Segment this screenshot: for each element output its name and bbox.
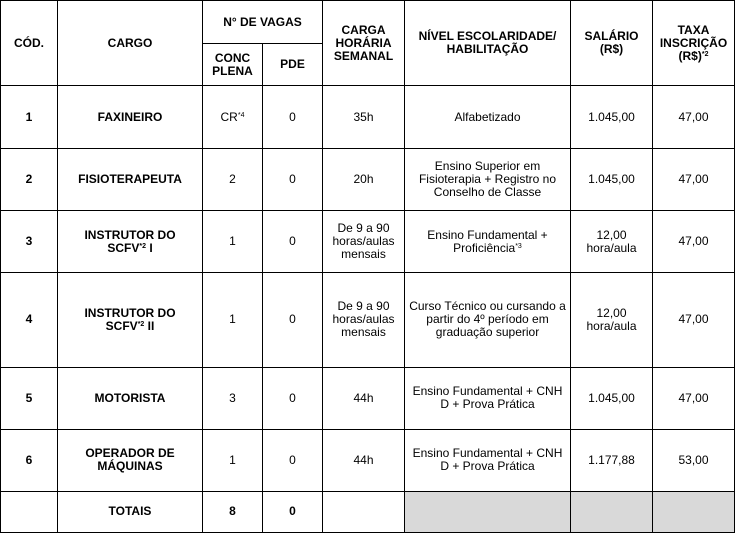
conc-plena-footnote: *4 (237, 111, 245, 119)
nivel-cell-line: Ensino Fundamental + CNH (412, 384, 563, 399)
carga-cell-line: mensais (341, 247, 386, 262)
totais-label: TOTAIS (58, 491, 203, 532)
header-vagas: N° DE VAGAS (203, 1, 323, 44)
carga-cell-line: De 9 a 90 (337, 221, 390, 236)
conc-plena-value: 1 (229, 452, 236, 467)
table-body (1, 86, 735, 533)
cargo-cell-line: MÁQUINAS (97, 459, 163, 474)
header-carga-l1: CARGA (341, 22, 386, 37)
salario-cell-line: hora/aula (586, 318, 637, 333)
table-row (1, 367, 735, 429)
taxa-cell: 47,00 (653, 211, 735, 273)
nivel-cell-footnote: *3 (515, 242, 522, 250)
carga-cell-line: 20h (353, 172, 374, 187)
cod-cell: 3 (1, 211, 58, 273)
nivel-cell-line: D + Prova Prática (440, 397, 535, 412)
nivel-cell (405, 211, 571, 273)
pde-cell: 0 (263, 273, 323, 367)
cod-cell: 6 (1, 429, 58, 491)
salario-cell-line: 1.045,00 (588, 172, 635, 187)
cargo-cell (58, 429, 203, 491)
carga-cell (323, 149, 405, 211)
cargo-cell-suffix: I (145, 240, 153, 255)
carga-cell-line: 44h (353, 390, 374, 405)
header-conc-plena: CONC PLENA (203, 44, 263, 86)
taxa-cell: 47,00 (653, 273, 735, 367)
header-pde: PDE (263, 44, 323, 86)
nivel-cell-line: Conselho de Classe (433, 185, 542, 200)
header-carga-l3: SEMANAL (333, 48, 394, 63)
cargo-cell-footnote: *2 (139, 242, 146, 250)
totais-salario-shaded (571, 491, 653, 532)
header-salario (571, 1, 653, 86)
cargo-cell (58, 149, 203, 211)
header-taxa-l1: TAXA (677, 22, 710, 37)
conc-plena-value: CR (220, 109, 238, 124)
carga-cell (323, 273, 405, 367)
nivel-cell-line: partir do 4º período em (426, 312, 549, 327)
header-taxa (653, 1, 735, 86)
nivel-cell (405, 273, 571, 367)
nivel-cell-line: Alfabetizado (454, 109, 521, 124)
cargo-cell-footnote: *2 (137, 320, 145, 328)
totais-carga-cell (323, 491, 405, 532)
cargo-cell-line: INSTRUTOR DO (84, 305, 176, 320)
header-salario-l2: (R$) (599, 42, 624, 56)
cargo-cell (58, 367, 203, 429)
taxa-cell: 47,00 (653, 149, 735, 211)
pde-cell: 0 (263, 367, 323, 429)
carga-cell-line: horas/aulas (332, 234, 395, 249)
conc-plena-cell (203, 86, 263, 149)
totais-row (1, 491, 735, 532)
nivel-cell-line: Ensino Superior em (434, 159, 541, 174)
nivel-cell-line: Ensino Fundamental + (427, 227, 548, 242)
cargo-cell-line: FISIOTERAPEUTA (78, 172, 182, 187)
conc-plena-cell (203, 429, 263, 491)
totais-pde: 0 (263, 491, 323, 532)
carga-cell (323, 429, 405, 491)
nivel-cell-line: Ensino Fundamental + CNH (412, 446, 563, 461)
taxa-cell: 53,00 (653, 429, 735, 491)
salario-cell (571, 149, 653, 211)
cargo-cell-line: MOTORISTA (94, 390, 166, 405)
totais-taxa-shaded (653, 491, 735, 532)
carga-cell-line: 44h (353, 452, 374, 467)
conc-plena-value: 2 (229, 172, 236, 187)
cargo-cell (58, 273, 203, 367)
header-cod: CÓD. (1, 1, 58, 86)
carga-cell-line: horas/aulas (332, 312, 395, 327)
conc-plena-cell (203, 273, 263, 367)
nivel-cell (405, 429, 571, 491)
conc-plena-value: 3 (229, 390, 236, 405)
totais-conc: 8 (203, 491, 263, 532)
cod-cell: 4 (1, 273, 58, 367)
cargo-cell-line: SCFV (105, 318, 138, 333)
conc-plena-value: 1 (229, 312, 236, 327)
cod-cell: 1 (1, 86, 58, 149)
cargo-cell-suffix: II (144, 318, 155, 333)
cargo-cell (58, 211, 203, 273)
header-carga (323, 1, 405, 86)
carga-cell-line: 35h (353, 109, 374, 124)
cod-cell: 2 (1, 149, 58, 211)
header-taxa-l3: (R$) (678, 48, 702, 63)
salario-cell (571, 86, 653, 149)
pde-cell: 0 (263, 149, 323, 211)
header-salario-l1: SALÁRIO (584, 29, 639, 43)
totais-nivel-shaded (405, 491, 571, 532)
header-carga-l2: HORÁRIA (335, 35, 392, 50)
conc-plena-cell (203, 149, 263, 211)
salario-cell-line: 1.045,00 (588, 109, 635, 124)
header-taxa-sup: *2 (701, 50, 709, 58)
carga-cell-line: mensais (341, 325, 386, 340)
table-row (1, 149, 735, 211)
pde-cell: 0 (263, 429, 323, 491)
nivel-cell-line: Fisioterapia + Registro no (418, 172, 557, 187)
header-taxa-l2: INSCRIÇÃO (659, 35, 728, 50)
carga-cell (323, 211, 405, 273)
conc-plena-value: 1 (229, 234, 236, 249)
salario-cell-line: 12,00 (596, 227, 627, 242)
cod-cell: 5 (1, 367, 58, 429)
header-cargo: CARGO (58, 1, 203, 86)
salario-cell-line: hora/aula (586, 240, 637, 255)
table-row (1, 273, 735, 367)
cargo-cell-line: FAXINEIRO (97, 109, 163, 124)
taxa-cell: 47,00 (653, 86, 735, 149)
header-nivel-l2: HABILITAÇÃO (446, 42, 529, 56)
nivel-cell-line: Curso Técnico ou cursando a (409, 299, 566, 314)
header-nivel (405, 1, 571, 86)
cargo-cell-line: SCFV (107, 240, 140, 255)
nivel-cell-line: Proficiência (453, 240, 516, 255)
cargo-cell-line: INSTRUTOR DO (84, 227, 176, 242)
carga-cell (323, 367, 405, 429)
nivel-cell (405, 86, 571, 149)
salario-cell (571, 367, 653, 429)
table-row (1, 86, 735, 149)
cargo-cell-line: OPERADOR DE (85, 446, 175, 461)
salario-cell-line: 1.177,88 (588, 452, 635, 467)
nivel-cell-line: D + Prova Prática (440, 459, 535, 474)
nivel-cell (405, 149, 571, 211)
nivel-cell-line: graduação superior (435, 325, 540, 340)
carga-cell-line: De 9 a 90 (337, 299, 390, 314)
carga-cell (323, 86, 405, 149)
salario-cell (571, 273, 653, 367)
salario-cell-line: 12,00 (596, 305, 627, 320)
header-nivel-l1: NÍVEL ESCOLARIDADE/ (418, 29, 557, 43)
totais-cod-cell (1, 491, 58, 532)
salario-cell (571, 429, 653, 491)
conc-plena-cell (203, 367, 263, 429)
conc-plena-cell (203, 211, 263, 273)
salario-cell-line: 1.045,00 (588, 390, 635, 405)
header-row-top (1, 1, 735, 44)
salario-cell (571, 211, 653, 273)
taxa-cell: 47,00 (653, 367, 735, 429)
cargo-cell (58, 86, 203, 149)
pde-cell: 0 (263, 211, 323, 273)
nivel-cell (405, 367, 571, 429)
table-row (1, 429, 735, 491)
pde-cell: 0 (263, 86, 323, 149)
table-row (1, 211, 735, 273)
